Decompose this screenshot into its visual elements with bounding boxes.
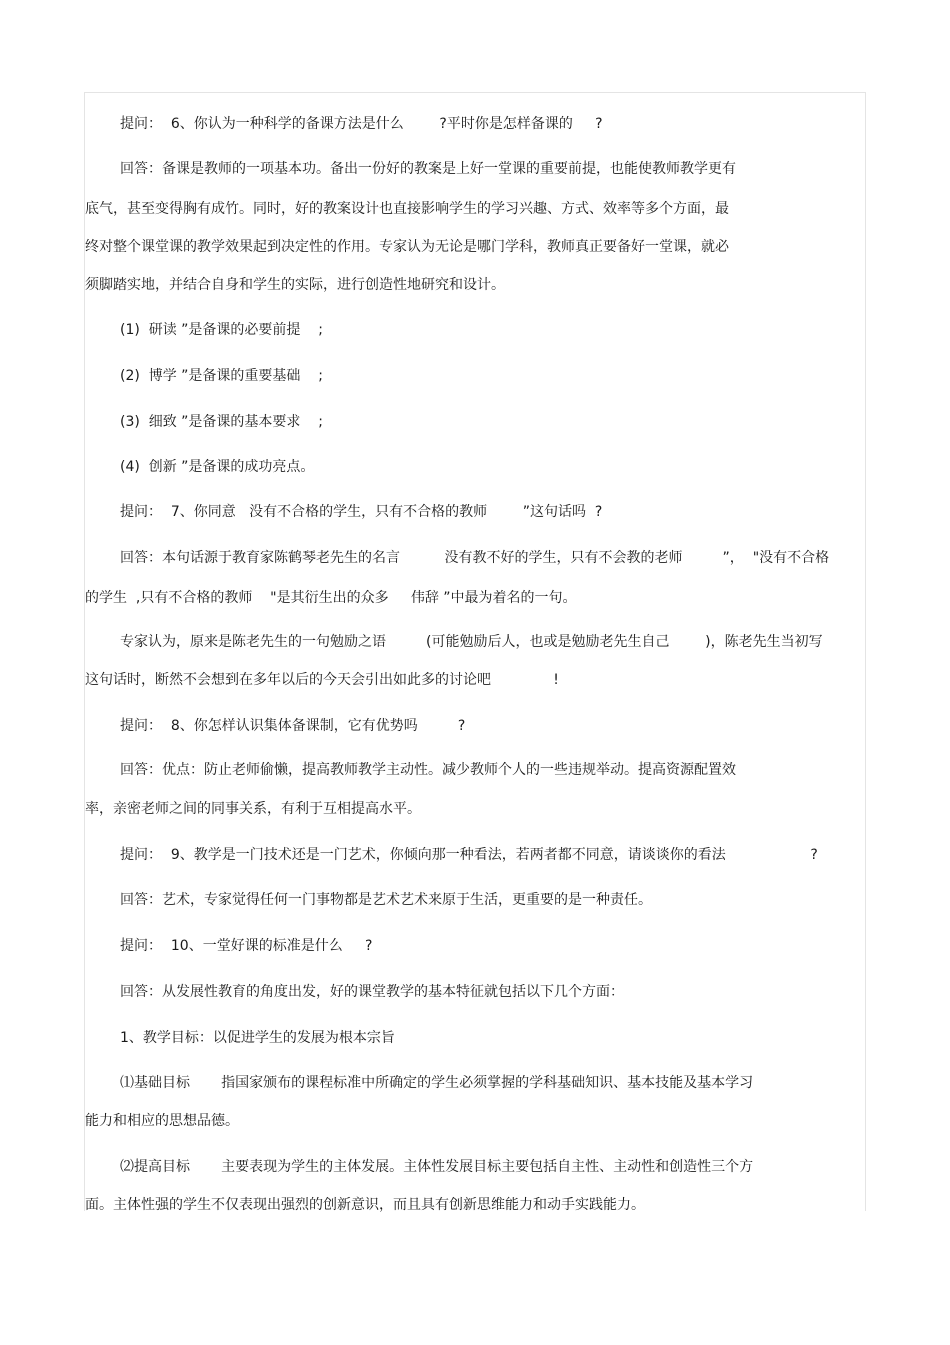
answer-7-line-1: 回答：本句话源于教育家陈鹤琴老先生的名言 没有教不好的学生，只有不会教的老师 ”， "没有不合格 [120,550,830,566]
basic-goal-line-1: ⑴基础目标 指国家颁布的课程标准中所确定的学生必须掌握的学科基础知识、基本技能及基本学习 [120,1075,754,1091]
question-7: 提问： 7、你同意 没有不合格的学生，只有不合格的教师 ”这句话吗 ? [120,504,603,520]
list-item-4: (4) 创新 ”是备课的成功亮点。 [120,459,315,475]
answer-6-line-2: 底气，甚至变得胸有成竹。同时，好的教案设计也直接影响学生的学习兴趣、方式、效率等多个方面，最 [85,201,729,217]
question-9: 提问： 9、教学是一门技术还是一门艺术，你倾向那一种看法，若两者都不同意，请谈谈你的看法 ? [120,847,818,863]
question-10: 提问： 10、一堂好课的标准是什么 ? [120,938,373,954]
answer-9: 回答：艺术，专家觉得任何一门事物都是艺术艺术来原于生活，更重要的是一种责任。 [120,892,652,908]
expert-view-line-1: 专家认为，原来是陈老先生的一句勉励之语 (可能勉励后人，也或是勉励老先生自己 )，陈老先生当初写 [120,634,823,650]
answer-7-line-2: 的学生 ,只有不合格的教师 "是其衍生出的众多 伟辞 ”中最为着名的一句。 [85,590,577,606]
list-item-2: (2) 博学 ”是备课的重要基础 ; [120,368,323,384]
advanced-goal-line-2: 面。主体性强的学生不仅表现出强烈的创新意识，而且具有创新思维能力和动手实践能力。 [85,1197,645,1213]
basic-goal-line-2: 能力和相应的思想品德。 [85,1113,239,1129]
answer-10: 回答：从发展性教育的角度出发，好的课堂教学的基本特征就包括以下几个方面： [120,984,624,1000]
answer-6-line-3: 终对整个课堂课的教学效果起到决定性的作用。专家认为无论是哪门学科，教师真正要备好一堂课，就必 [85,239,729,255]
list-item-1: (1) 研读 ”是备课的必要前提 ; [120,322,323,338]
teaching-goal-heading: 1、教学目标：以促进学生的发展为根本宗旨 [120,1030,395,1046]
expert-view-line-2: 这句话时，断然不会想到在多年以后的今天会引出如此多的讨论吧 ! [85,672,559,688]
question-8: 提问： 8、你怎样认识集体备课制，它有优势吗 ? [120,718,466,734]
advanced-goal-line-1: ⑵提高目标 主要表现为学生的主体发展。主体性发展目标主要包括自主性、主动性和创造性三个方 [120,1159,754,1175]
answer-6-line-4: 须脚踏实地，并结合自身和学生的实际，进行创造性地研究和设计。 [85,277,505,293]
answer-8-line-2: 率，亲密老师之间的同事关系，有利于互相提高水平。 [85,801,421,817]
answer-6-line-1: 回答：备课是教师的一项基本功。备出一份好的教案是上好一堂课的重要前提，也能使教师教学更有 [120,161,736,177]
list-item-3: (3) 细致 ”是备课的基本要求 ; [120,414,323,430]
answer-8-line-1: 回答：优点：防止老师偷懒，提高教师教学主动性。减少教师个人的一些违规举动。提高资源配置效 [120,762,736,778]
question-6: 提问： 6、你认为一种科学的备课方法是什么 ?平时你是怎样备课的 ? [120,116,603,132]
